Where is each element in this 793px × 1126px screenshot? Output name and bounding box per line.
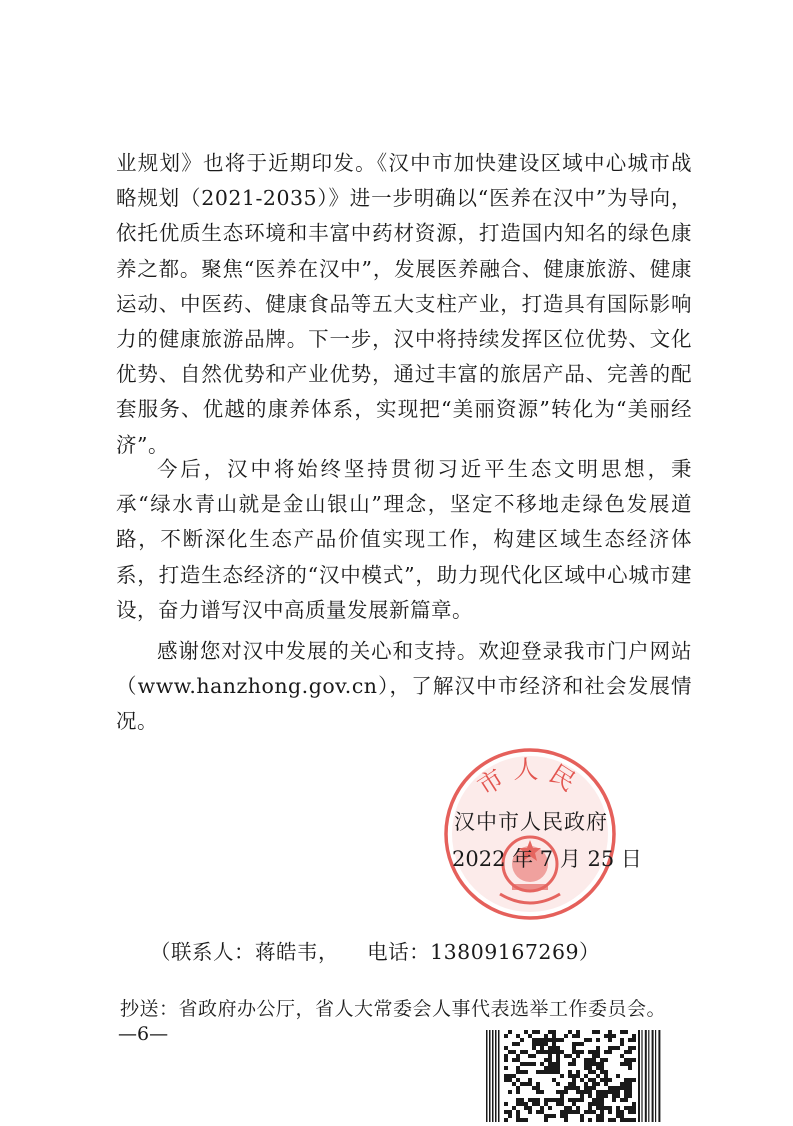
paragraph-2: 今后，汉中将始终坚持贯彻习近平生态文明思想，秉承“绿水青山就是金山银山”理念，坚定不移地走绿色发展道路，不断深化生态产品价值实现工作，构建区域生态经济体系，打造生态经济的“汉中模式”，助力现代化区域中心城市建设，奋力谱写汉中高质量发展新篇章。 bbox=[116, 457, 692, 622]
seal-text: 市人民 bbox=[472, 755, 588, 802]
paragraph-1: 业规划》也将于近期印发。《汉中市加快建设区域中心城市战略规划（2021-2035）》进一步明确以“医养在汉中”为导向，依托优质生态环境和丰富中药材资源，打造国内知名的绿色康养之都。聚焦“医养在汉中”，发展医养融合、健康旅游、健康运动、中医药、健康食品等五大支柱产业，打造具有国际影响力的健康旅游品牌。下一步，汉中将持续发挥区位优势、文化优势、自然优势和产业优势，通过丰富的旅居产品、完善的配套服务、优越的康养体系，实现把“美丽资源”转化为“美丽经济”。 bbox=[116, 151, 692, 457]
paragraph-3: 感谢您对汉中发展的关心和支持。欢迎登录我市门户网站（www.hanzhong.gov.cn），了解汉中市经济和社会发展情况。 bbox=[116, 639, 692, 734]
signing-date: 2022 年 7 月 25 日 bbox=[452, 847, 642, 871]
signing-organization: 汉中市人民政府 bbox=[454, 810, 608, 834]
page-number: —6— bbox=[118, 1023, 169, 1045]
document-barcode bbox=[484, 1030, 662, 1122]
cc-line: 抄送：省政府办公厅，省人大常委会人事代表选举工作委员会。 bbox=[120, 998, 667, 1020]
contact-info: （联系人：蒋皓韦， 电话：13809167269） bbox=[150, 940, 601, 964]
